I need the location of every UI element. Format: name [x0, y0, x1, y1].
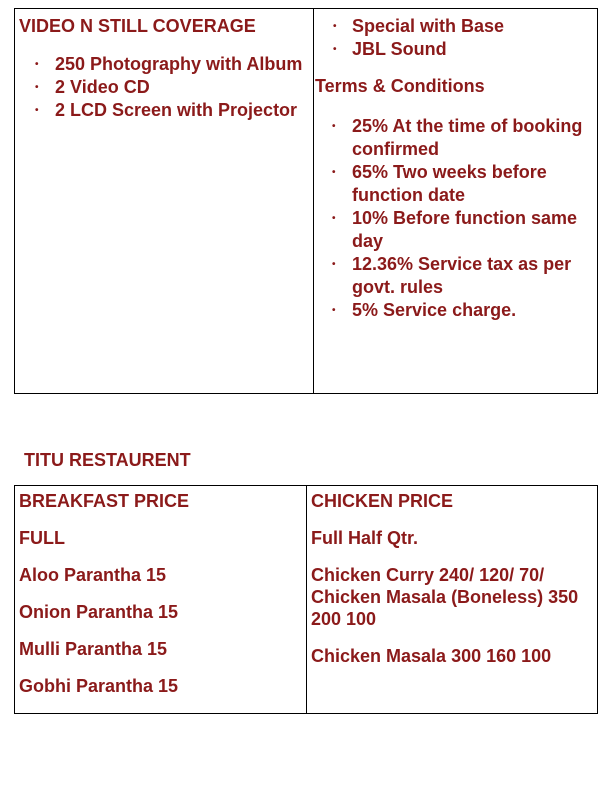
- bullet-icon: •: [332, 259, 336, 270]
- list-item: • 5% Service charge.: [332, 300, 517, 320]
- restaurant-title: TITU RESTAURENT: [24, 450, 191, 470]
- list-item: • 25% At the time of booking confirmed: [332, 116, 583, 159]
- terms-list: [316, 115, 593, 322]
- bullet-icon: •: [333, 21, 337, 32]
- menu-item: Chicken Curry 240/ 120/ 70/: [311, 565, 545, 585]
- chicken-heading: CHICKEN PRICE: [311, 491, 454, 511]
- list-item: • 2 Video CD: [35, 77, 150, 97]
- coverage-cell: [15, 9, 313, 393]
- terms-title: Terms & Conditions: [315, 76, 485, 96]
- menu-item: Onion Parantha 15: [19, 602, 179, 622]
- bullet-icon: •: [35, 105, 39, 116]
- breakfast-subheading: FULL: [19, 528, 65, 548]
- bullet-icon: •: [332, 213, 336, 224]
- list-item: • JBL Sound: [333, 39, 447, 59]
- menu-item: Chicken Masala (Boneless) 350 200 100: [311, 587, 579, 629]
- bullet-icon: •: [35, 59, 39, 70]
- menu-item: Aloo Parantha 15: [19, 565, 167, 585]
- breakfast-heading: BREAKFAST PRICE: [19, 491, 190, 511]
- menu-price-table: [14, 485, 598, 714]
- menu-item: Gobhi Parantha 15: [19, 676, 179, 696]
- package-details-table: [14, 8, 598, 394]
- bullet-icon: •: [332, 167, 336, 178]
- chicken-subheading: Full Half Qtr.: [311, 528, 419, 548]
- list-item: • 10% Before function same day: [332, 208, 578, 251]
- menu-item: Chicken Masala 300 160 100: [311, 646, 552, 666]
- bullet-icon: •: [332, 121, 336, 132]
- bullet-icon: •: [332, 305, 336, 316]
- breakfast-cell: [15, 486, 306, 713]
- list-item: • Special with Base: [333, 16, 505, 36]
- bullet-icon: •: [35, 82, 39, 93]
- coverage-heading: VIDEO N STILL COVERAGE: [19, 16, 256, 36]
- coverage-list: [19, 53, 309, 122]
- list-item: • 250 Photography with Album: [35, 54, 303, 74]
- menu-item: Mulli Parantha 15: [19, 639, 168, 659]
- list-item: • 65% Two weeks before function date: [332, 162, 547, 205]
- bullet-icon: •: [333, 44, 337, 55]
- extras-list: [316, 15, 593, 61]
- terms-cell: [313, 9, 597, 393]
- list-item: • 12.36% Service tax as per govt. rules: [332, 254, 572, 297]
- list-item: • 2 LCD Screen with Projector: [35, 100, 298, 120]
- chicken-cell: [306, 486, 597, 713]
